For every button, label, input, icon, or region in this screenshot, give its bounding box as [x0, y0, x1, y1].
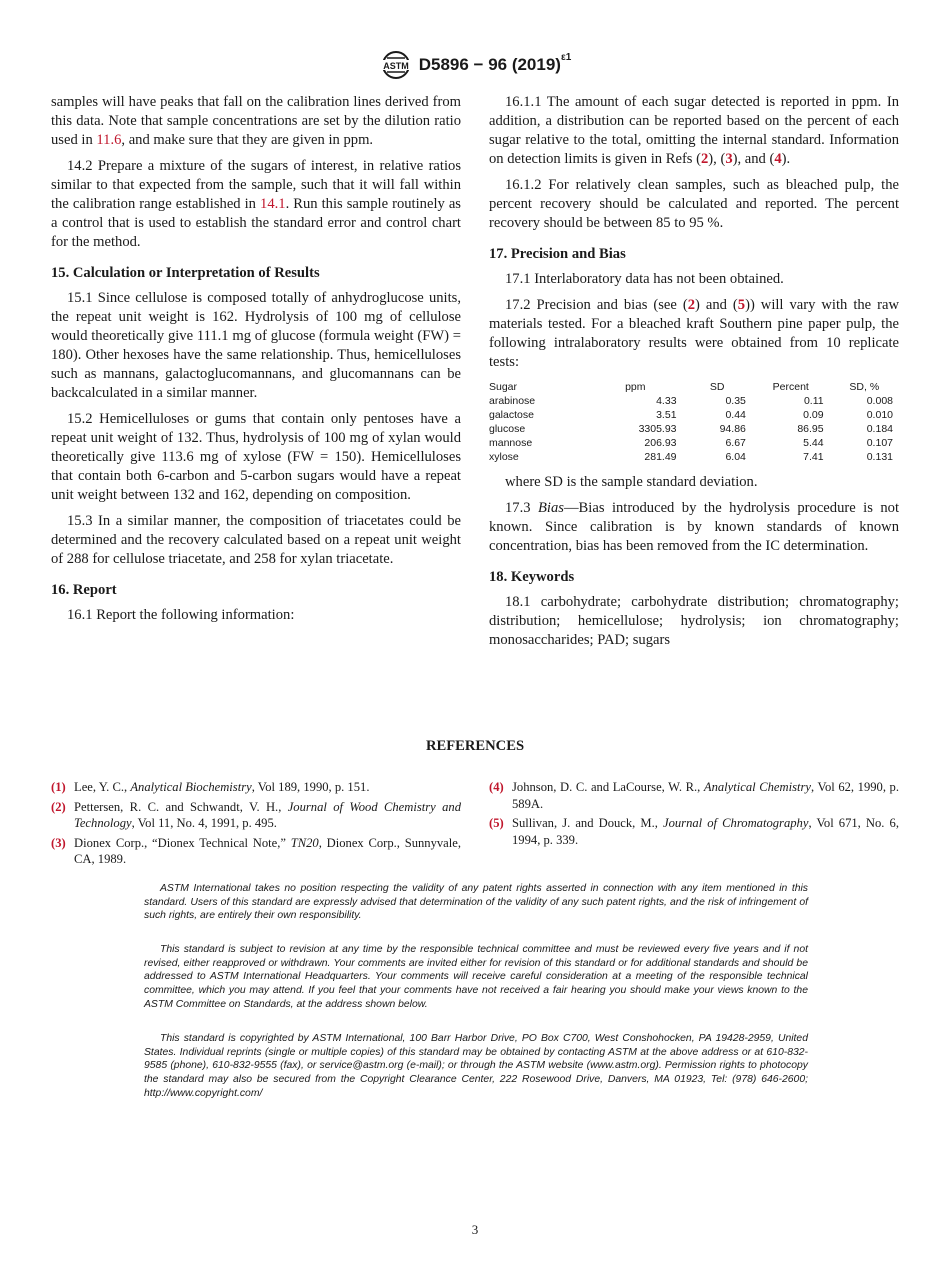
- table-cell: xylose: [489, 451, 519, 463]
- paragraph-sd-definition: where SD is the sample standard deviation.: [505, 474, 758, 490]
- paragraph-17-1: 17.1 Interlaboratory data has not been obtained.: [505, 271, 784, 287]
- table-row: [489, 408, 899, 422]
- table-cell: 0.131: [866, 451, 893, 463]
- references-heading: REFERENCES: [425, 738, 525, 754]
- table-cell: 7.41: [803, 451, 824, 463]
- ref-link-3[interactable]: 3: [725, 151, 733, 167]
- references-right-column: [489, 779, 899, 851]
- table-header-row: [489, 380, 899, 394]
- paragraph-17-2: 17.2 Precision and bias (see (2) and (5)) will vary with the raw materials tested. For a bleached kraft Southern pine paper pulp, the following intralaboratory results were obtained from 10 replicate tests:: [489, 297, 900, 370]
- table-cell: 0.44: [725, 409, 746, 421]
- heading-section-16: 16. Report: [51, 582, 117, 598]
- heading-section-15: 15. Calculation or Interpretation of Results: [51, 265, 320, 281]
- table-cell: 206.93: [644, 437, 677, 449]
- table-cell: glucose: [489, 423, 526, 435]
- paragraph-16-1-1: 16.1.1 The amount of each sugar detected is reported in ppm. In addition, a distribution can be reported based on the percent of each sugar relative to the total, omitting the internal standard. Information on detection limits is given in Refs (2), (3), and (4).: [489, 94, 899, 167]
- paragraph-14-2: 14.2 Prepare a mixture of the sugars of interest, in relative ratios similar to that expected from the sample, such that it will fall within the calibration range established in 14.1. Run this sample routinely as a control that is used to establish the standard error and control chart for the method.: [51, 158, 461, 250]
- reference-5: (5) Sullivan, J. and Douck, M., Journal of Chromatography, Vol 671, No. 6, 1994, p. 339.: [489, 816, 899, 847]
- table-header-cell: SD, %: [849, 381, 880, 393]
- link-14-1[interactable]: 14.1: [260, 196, 286, 212]
- table-cell: 6.04: [725, 451, 746, 463]
- astm-logo-icon: [379, 50, 413, 80]
- precision-table: [489, 380, 899, 464]
- table-row: [489, 436, 899, 450]
- table-cell: galactose: [489, 409, 534, 421]
- reference-3: (3) Dionex Corp., “Dionex Technical Note,” TN20, Dionex Corp., Sunnyvale, CA, 1989.: [51, 835, 462, 866]
- table-cell: 281.49: [644, 451, 677, 463]
- ref-link-2b[interactable]: 2: [687, 297, 696, 313]
- table-cell: 86.95: [797, 423, 824, 435]
- ref-link-2[interactable]: 2: [701, 151, 709, 167]
- patent-notice: ASTM International takes no position respecting the validity of any patent rights asserted in connection with any item mentioned in this standard. Users of this standard are expressly advised that determination of the validity of any such patent rights, and the risk of infringement of such rights, are entirely their own responsibility.: [144, 883, 808, 922]
- table-cell: 0.184: [866, 423, 893, 435]
- copyright-notice: This standard is copyrighted by ASTM International, 100 Barr Harbor Drive, PO Box C700, West Conshohocken, PA 19428-2959, United States. Individual reprints (single or multiple copies) of this standard may be obtained by contacting ASTM at the above address or at 610-832-9585 (phone), 610-832-9555 (fax), or service@astm.org (e-mail); or through the ASTM website (www.astm.org). Permission rights to photocopy the standard may also be secured from the Copyright Clearance Center, 222 Rosewood Drive, Danvers, MA 01923, Tel: (978) 646-2600; http://www.copyright.com/: [144, 1033, 808, 1099]
- table-cell: 5.44: [803, 437, 824, 449]
- table-row: [489, 422, 899, 436]
- left-column: [51, 93, 461, 632]
- table-header-cell: ppm: [625, 381, 646, 393]
- paragraph-17-3: 17.3 Bias—Bias introduced by the hydrolysis procedure is not known. Since calibration is by known standards of known concentration, bias has been removed from the IC determination.: [489, 500, 900, 554]
- heading-section-18: 18. Keywords: [489, 569, 575, 585]
- reference-2: (2) Pettersen, R. C. and Schwandt, V. H., Journal of Wood Chemistry and Technology, Vol 11, No. 4, 1991, p. 495.: [51, 799, 461, 830]
- table-cell: 0.11: [803, 395, 824, 407]
- reference-number: (3): [51, 835, 66, 850]
- references-left-column: [51, 779, 461, 871]
- table-cell: arabinose: [489, 395, 536, 407]
- table-cell: 0.107: [866, 437, 893, 449]
- table-row: [489, 394, 899, 408]
- paragraph-18-1: 18.1 carbohydrate; carbohydrate distribution; chromatography; distribution; hemicellulose; hydrolysis; ion chromatography; monosaccharides; PAD; sugars: [489, 594, 899, 648]
- table-header-cell: Sugar: [489, 381, 518, 393]
- paragraph-14-1-cont: samples will have peaks that fall on the calibration lines derived from this data. Note that sample concentrations are set by the dilution ratio used in 11.6, and make sure that they are given in ppm.: [51, 94, 461, 148]
- table-cell: 4.33: [656, 395, 677, 407]
- reference-number: (1): [51, 780, 66, 794]
- table-cell: 0.35: [725, 395, 746, 407]
- table-cell: mannose: [489, 437, 533, 449]
- paragraph-15-1: 15.1 Since cellulose is composed totally of anhydroglucose units, the repeat unit weight is 162. Hydrolysis of 100 mg of cellulose would theoretically give 111.1 mg of glucose (formula weight (FW) = 180). Other hexoses have the same relationship. Thus, hemicelluloses such as mannans, galactoglucomannans, and glucomannans can be backcalculated in a similar manner.: [51, 290, 461, 401]
- table-cell: 3305.93: [638, 423, 677, 435]
- bias-term: Bias: [538, 500, 564, 516]
- reference-1: (1) Lee, Y. C., Analytical Biochemistry, Vol 189, 1990, p. 151.: [51, 780, 370, 794]
- ref-link-4[interactable]: 4: [774, 151, 782, 167]
- table-cell: 0.010: [866, 409, 893, 421]
- table-header-cell: SD: [709, 381, 725, 393]
- table-cell: 0.008: [866, 395, 893, 407]
- heading-section-17: 17. Precision and Bias: [489, 246, 626, 262]
- paragraph-16-1-2: 16.1.2 For relatively clean samples, such as bleached pulp, the percent recovery should be calculated and reported. The percent recovery should be between 85 to 95 %.: [489, 177, 899, 231]
- table-header-cell: Percent: [772, 381, 809, 393]
- table-cell: 0.09: [803, 409, 824, 421]
- svg-text:ASTM: ASTM: [382, 61, 409, 71]
- paragraph-15-3: 15.3 In a similar manner, the composition of triacetates could be determined and the recovery calculated based on a repeat unit weight of 288 for cellulose triacetate, and 258 for xylan triacetate.: [51, 513, 461, 567]
- paragraph-15-2: 15.2 Hemicelluloses or gums that contain only pentoses have a repeat unit weight of 132. Thus, hydrolysis of 100 mg of xylan would theoretically give 113.6 mg of xylose (FW = 150). Hemicelluloses that contain both 6-carbon and 5-carbon sugars would have a repeat unit weight between 132 and 162, depending on composition.: [51, 411, 461, 503]
- reference-number: (4): [489, 780, 504, 794]
- document-designation: D5896 − 96 $(2019)^{\varepsilon 1}$: [418, 52, 572, 74]
- reference-number: (5): [489, 816, 504, 830]
- ref-link-5[interactable]: 5: [737, 297, 746, 313]
- link-11-6[interactable]: 11.6: [96, 132, 122, 148]
- paragraph-16-1: 16.1 Report the following information:: [67, 607, 295, 623]
- page-number: 3: [471, 1222, 479, 1237]
- table-cell: 94.86: [719, 423, 746, 435]
- reference-number: (2): [51, 799, 66, 814]
- right-column: [489, 93, 899, 657]
- epsilon-superscript: ε1: [560, 52, 572, 64]
- revision-notice: This standard is subject to revision at any time by the responsible technical committee and must be reviewed every five years and if not revised, either reapproved or withdrawn. Your comments are invited either for revision of this standard or for additional standards and should be addressed to ASTM International Headquarters. Your comments will receive careful consideration at a meeting of the responsible technical committee, which you may attend. If you feel that your comments have not received a fair hearing you should make your views known to the ASTM Committee on Standards, at the address shown below.: [144, 944, 808, 1010]
- table-row: [489, 450, 899, 464]
- page-header: [0, 50, 950, 85]
- table-cell: 3.51: [656, 409, 677, 421]
- reference-4: (4) Johnson, D. C. and LaCourse, W. R., Analytical Chemistry, Vol 62, 1990, p. 589A.: [489, 780, 900, 811]
- table-cell: 6.67: [725, 437, 746, 449]
